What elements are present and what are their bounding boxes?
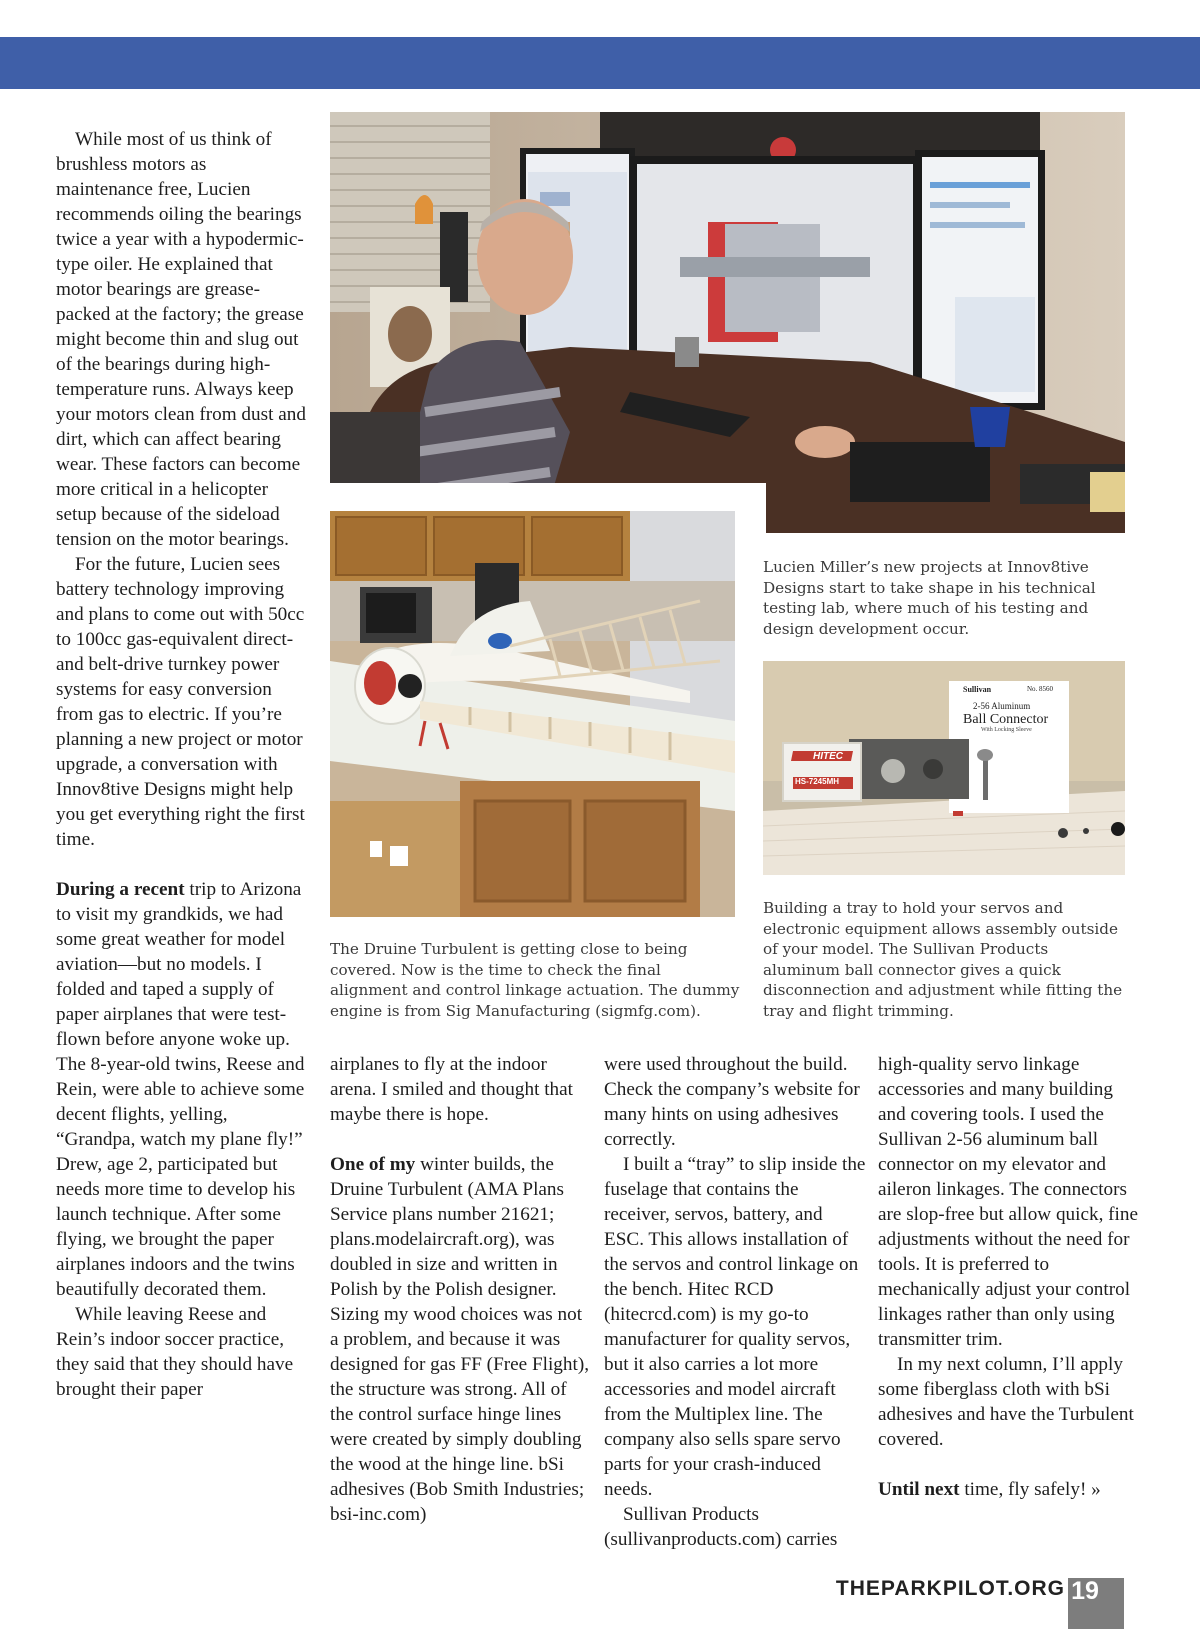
caption-turbulent: The Druine Turbulent is getting close to being covered. Now is the time to check the final alignment and control linkage actuation. The dummy engine is from Sig Manufacturing (sigmfg.com). bbox=[330, 940, 740, 1020]
paragraph bbox=[330, 1152, 592, 1527]
sullivan-part-label: No. 8560 bbox=[1027, 685, 1054, 693]
paragraph: While leaving Reese and Rein’s indoor soccer practice, they said that they should have brought their paper bbox=[56, 1304, 294, 1400]
paragraph: airplanes to fly at the indoor arena. I smiled and thought that maybe there is hope. bbox=[330, 1054, 573, 1125]
text-column-4 bbox=[878, 1052, 1140, 1502]
page-number-box bbox=[1068, 1578, 1124, 1629]
photo-turbulent bbox=[330, 511, 735, 917]
text-column-1 bbox=[56, 127, 308, 1402]
photo-lab bbox=[330, 112, 1125, 533]
paragraph: I built a “tray” to slip inside the fuselage that contains the receiver, servos, battery, and ESC. This allows installation of the servos and control linkage on the bench. Hitec RCD (hitecrcd.com) is my go-to manufacturer for quality servos, but it also carries a lot more accessories and model aircraft from the Multiplex line. The company also sells spare servo parts for your crash-induced needs. bbox=[604, 1154, 866, 1500]
photo-tray bbox=[763, 661, 1125, 875]
paragraph-body: time, fly safely! » bbox=[959, 1479, 1101, 1500]
paragraph: high-quality servo linkage accessories and many building and covering tools. I used the Sullivan 2-56 aluminum ball connector on my elevator and aileron linkages. The connectors are slop-free but allow quick, fine adjustments without the need for tools. It is preferred to mechanically adjust your control linkages rather than only using transmitter trim. bbox=[878, 1054, 1138, 1350]
lab-scene-illustration bbox=[330, 112, 1125, 533]
footer-site-name: THEPARKPILOT.ORG bbox=[835, 1577, 1065, 1600]
lead-in: Until next bbox=[878, 1479, 960, 1500]
paragraph-body: winter builds, the Druine Turbulent (AMA Plans Service plans number 21621; plans.modelaircraft.org), was doubled in size and written in Polish by the Polish designer. Sizing my wood choices was not a problem, and because it was designed for gas FF (Free Flight), the structure was strong. All of the control surface hinge lines were created by simply doubling the wood at the hinge line. bSi adhesives (Bob Smith Industries; bsi-inc.com) bbox=[330, 1154, 590, 1525]
page-number: 19 bbox=[1071, 1577, 1099, 1605]
paragraph: Sullivan Products (sullivanproducts.com) carries bbox=[604, 1504, 838, 1550]
turbulent-illustration bbox=[330, 511, 735, 917]
hitec-model-label: HS-7245MH bbox=[795, 777, 840, 786]
paragraph: In my next column, I’ll apply some fiberglass cloth with bSi adhesives and have the Turbulent covered. bbox=[878, 1354, 1134, 1450]
lead-in: During a recent bbox=[56, 879, 185, 900]
paragraph bbox=[56, 877, 308, 1302]
lead-in: One of my bbox=[330, 1154, 416, 1175]
paragraph: were used throughout the build. Check the company’s website for many hints on using adhesives correctly. bbox=[604, 1054, 860, 1150]
text-column-2 bbox=[330, 1052, 592, 1527]
header-band bbox=[0, 37, 1200, 89]
tray-illustration bbox=[763, 661, 1125, 875]
paragraph bbox=[878, 1477, 1140, 1502]
sullivan-product-label: Ball Connector bbox=[963, 712, 1049, 727]
caption-tray: Building a tray to hold your servos and electronic equipment allows assembly outside of your model. The Sullivan Products aluminum ball connector gives a quick disconnection and adjustment while fitting the tray and flight trimming. bbox=[763, 899, 1123, 1020]
sullivan-brand-label: Sullivan bbox=[963, 685, 992, 694]
caption-lab: Lucien Miller’s new projects at Innov8tive Designs start to take shape in his technical testing lab, where much of his testing and design development occur. bbox=[763, 558, 1096, 638]
paragraph: While most of us think of brushless motors as maintenance free, Lucien recommends oiling the bearings twice a year with a hypodermic-type oiler. He explained that motor bearings are grease-packed at the factory; the grease might become thin and slug out of the bearings during high-temperature runs. Always keep your motors clean from dust and dirt, which can affect bearing wear. These factors can become more critical in a helicopter setup because of the sideload tension on the motor bearings. bbox=[56, 129, 306, 550]
hitec-brand-label: HITEC bbox=[813, 751, 843, 762]
paragraph: For the future, Lucien sees battery technology improving and plans to come out with 50cc to 100cc gas-equivalent direct- and belt-drive turnkey power systems for easy conversion from gas to electric. If you’re planning a new project or motor upgrade, a conversation with Innov8tive Designs might help you get everything right the first time. bbox=[56, 554, 305, 850]
text-column-3 bbox=[604, 1052, 866, 1552]
paragraph-body: trip to Arizona to visit my grandkids, we had some great weather for model aviation—but no models. I folded and taped a supply of paper airplanes that were test-flown before anyone woke up. The 8-year-old twins, Reese and Rein, were able to achieve some decent flights, yelling, “Grandpa, watch my plane fly!” Drew, age 2, participated but needs more time to develop his launch technique. After some flying, we brought the paper airplanes indoors and the twins beautifully decorated them. bbox=[56, 879, 305, 1300]
sullivan-size-label: 2-56 Aluminum bbox=[973, 701, 1031, 711]
sullivan-note-label: With Locking Sleeve bbox=[981, 727, 1032, 733]
